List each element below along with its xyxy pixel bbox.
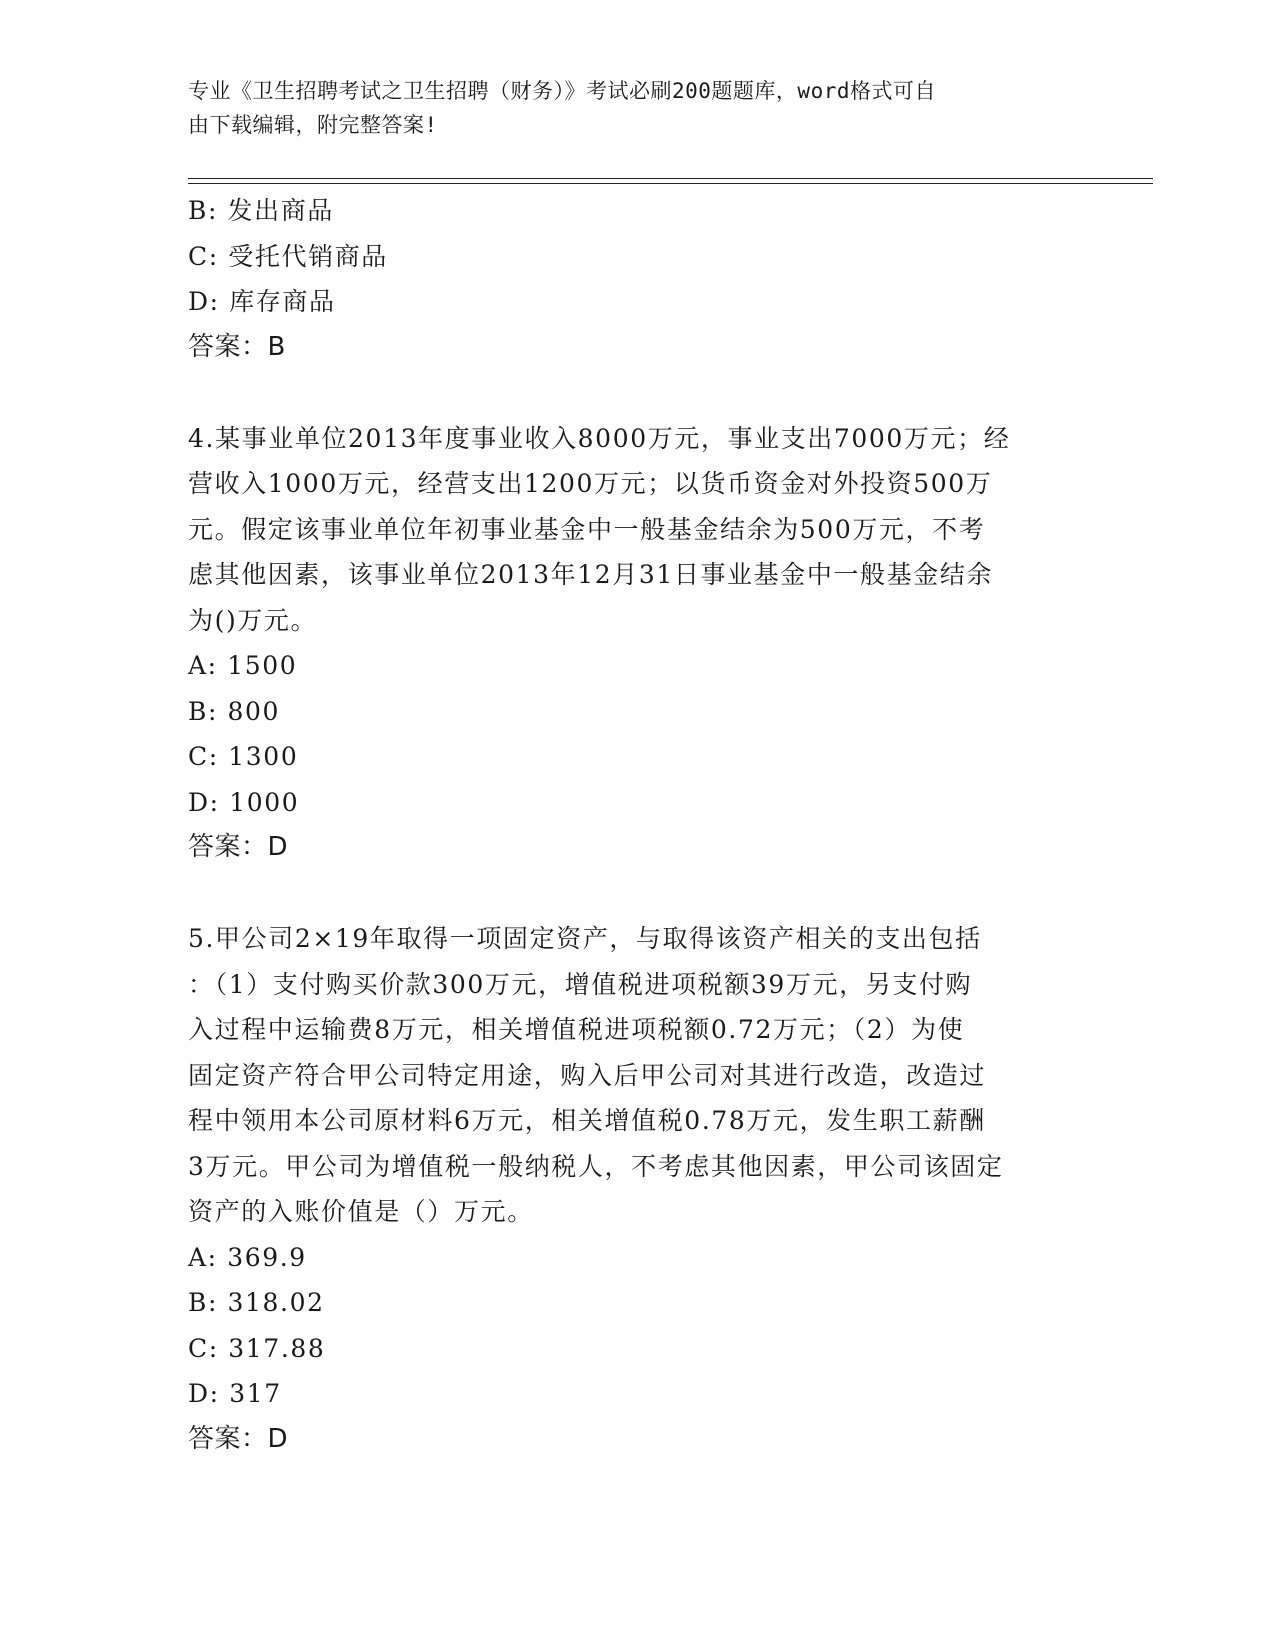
header-divider-bottom bbox=[188, 183, 1153, 184]
stem-line: 虑其他因素，该事业单位2013年12月31日事业基金中一般基金结余 bbox=[188, 560, 994, 589]
stem-line: 资产的入账价值是（）万元。 bbox=[188, 1197, 534, 1226]
stem-line: 固定资产符合甲公司特定用途，购入后甲公司对其进行改造，改造过 bbox=[188, 1060, 987, 1090]
stem-line: 元。假定该事业单位年初事业基金中一般基金结余为500万元，不考 bbox=[188, 514, 986, 544]
stem-line: 为()万元。 bbox=[188, 605, 318, 635]
option-d: D: 1000 bbox=[188, 787, 300, 817]
answer-label: 答案：D bbox=[188, 832, 289, 862]
answer-label: 答案：B bbox=[188, 331, 286, 362]
stem-line: 入过程中运输费8万元，相关增值税进项税额0.72万元；（2）为使 bbox=[188, 1015, 965, 1044]
question-3-options bbox=[188, 188, 1088, 370]
spacer bbox=[188, 871, 1088, 917]
header-divider-top bbox=[188, 178, 1153, 179]
document-header bbox=[188, 74, 1068, 142]
option-c: C: 受托代销商品 bbox=[188, 241, 388, 271]
stem-line: 程中领用本公司原材料6万元，相关增值税0.78万元，发生职工薪酬 bbox=[188, 1106, 986, 1135]
header-line-1: 专业《卫生招聘考试之卫生招聘（财务）》考试必刷200题题库，word格式可自 bbox=[188, 79, 936, 103]
stem-line: ：（1）支付购买价款300万元，增值税进项税额39万元，另支付购 bbox=[188, 969, 973, 999]
question-5-stem bbox=[188, 916, 1088, 1235]
option-b: B: 318.02 bbox=[188, 1288, 325, 1317]
stem-line: 3万元。甲公司为增值税一般纳税人，不考虑其他因素，甲公司该固定 bbox=[188, 1151, 1004, 1181]
stem-line: 4.某事业单位2013年度事业收入8000万元，事业支出7000万元；经 bbox=[188, 423, 1011, 453]
question-4-options bbox=[188, 643, 1088, 871]
question-content bbox=[188, 188, 1088, 1462]
option-b: B: 发出商品 bbox=[188, 196, 334, 225]
answer-label: 答案：D bbox=[188, 1423, 289, 1454]
stem-line: 营收入1000万元，经营支出1200万元；以货币资金对外投资500万 bbox=[188, 469, 993, 498]
option-d: D: 库存商品 bbox=[188, 287, 336, 316]
option-d: D: 317 bbox=[188, 1379, 282, 1408]
option-a: A: 1500 bbox=[188, 651, 298, 680]
option-a: A: 369.9 bbox=[188, 1242, 307, 1272]
question-5-options bbox=[188, 1235, 1088, 1463]
option-c: C: 1300 bbox=[188, 742, 299, 771]
option-c: C: 317.88 bbox=[188, 1333, 326, 1363]
stem-line: 5.甲公司2×19年取得一项固定资产，与取得该资产相关的支出包括 bbox=[188, 924, 982, 953]
spacer bbox=[188, 370, 1088, 416]
option-b: B: 800 bbox=[188, 696, 281, 726]
question-4-stem bbox=[188, 416, 1088, 644]
header-line-2: 由下载编辑，附完整答案! bbox=[188, 113, 438, 137]
